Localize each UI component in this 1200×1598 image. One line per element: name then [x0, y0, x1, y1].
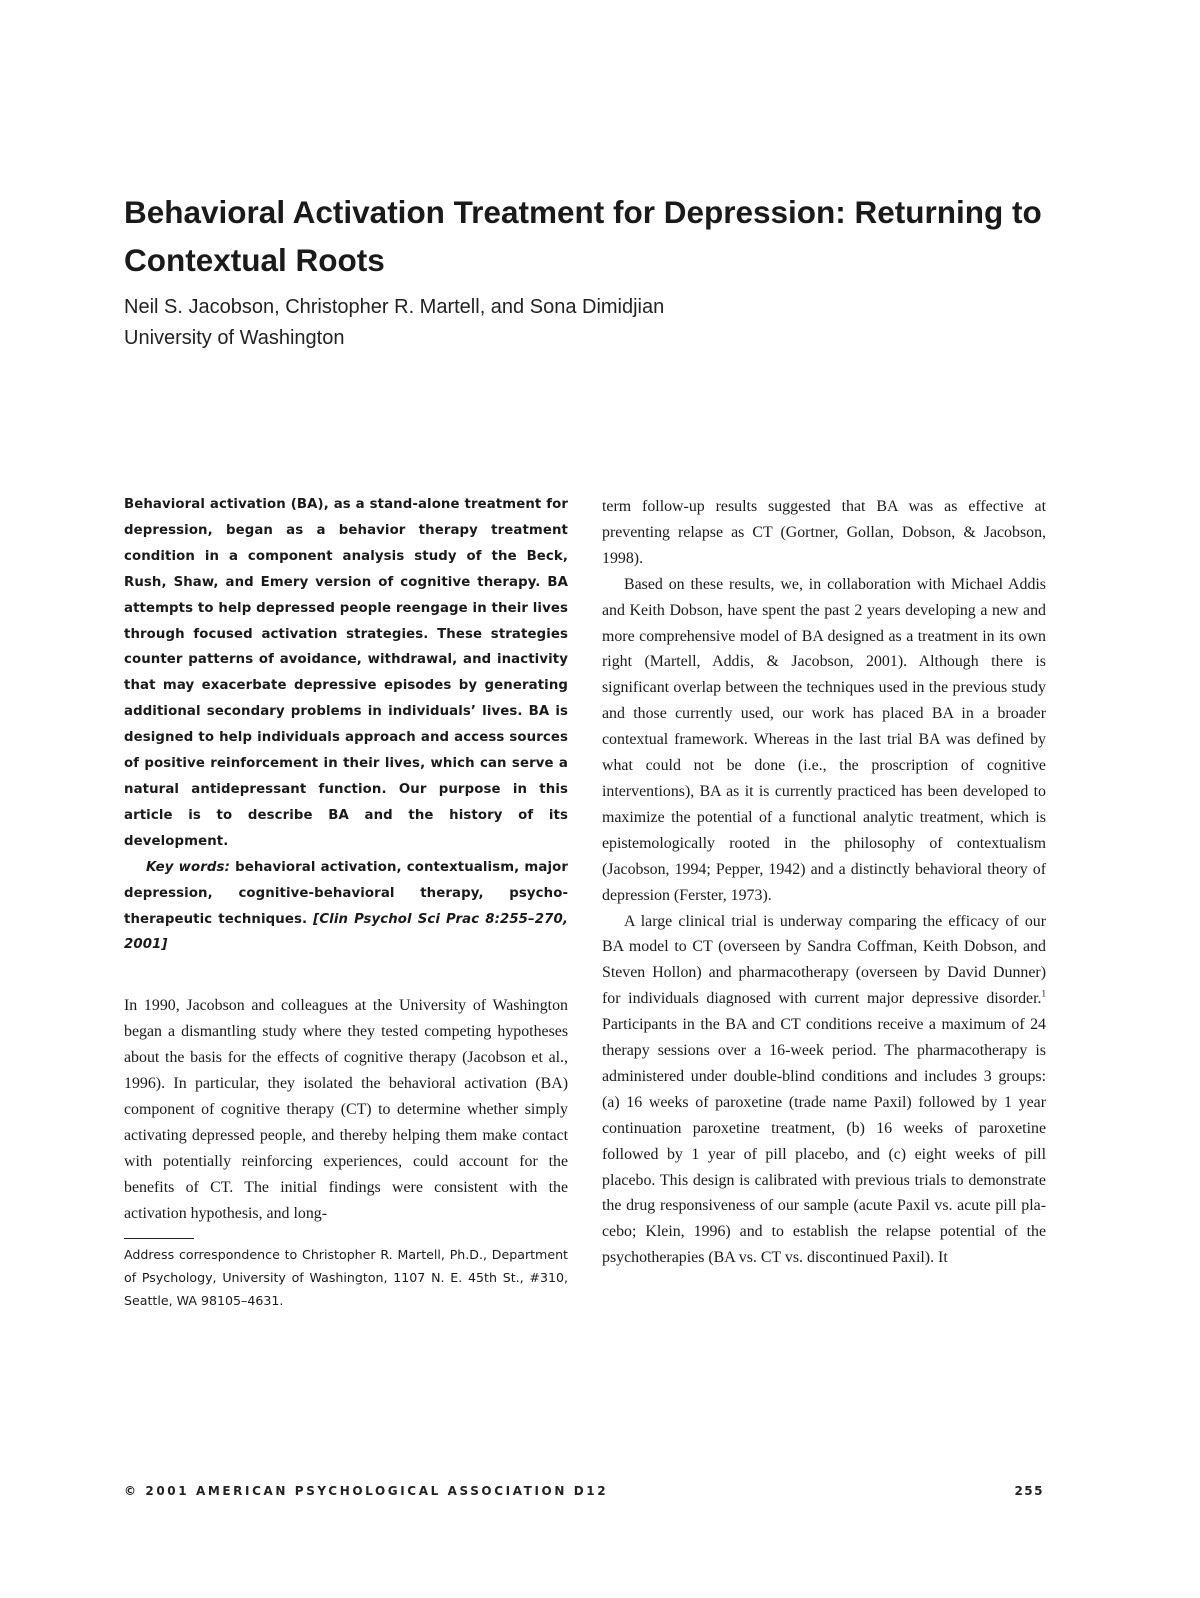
body-paragraph: term follow-up results suggested that BA was as effective at preventing relapse as CT (Gortner, Gollan, Dobson, & Jacobson, 1998). — [602, 498, 1046, 567]
affiliation: University of Washington — [124, 327, 345, 349]
keywords-label: Key words: — [146, 859, 230, 875]
left-column — [124, 492, 568, 1312]
body-paragraph: In 1990, Jacobson and colleagues at the University of Washington began a dismantling study where they tested competing hypotheses about the basis for the effects of cognitive therapy (Jacobson et al., 1996). In particular, they isolated the behavioral activation (BA) component of cognitive therapy (CT) to determine whether simply activating depressed people, and thereby helping them make contact with potentially reinforcing experiences, could account for the benefits of CT. The initial findings were consistent with the activation hypothesis, and long- — [124, 997, 568, 1222]
copyright-footer: © 2001 AMERICAN PSYCHOLOGICAL ASSOCIATION D12 — [124, 1484, 609, 1498]
journal-citation: [Clin Psychol Sci Prac 8:255–270, 2001] — [124, 911, 568, 953]
paragraph-text: A large clinical trial is underway comparing the efficacy of our BA model to CT (overseen by Sandra Coffman, Keith Dobson, and Steven Hollon) and pharmacotherapy (overseen by David Dunner) for individuals diagnosed with current major depressive disorder. — [602, 912, 1046, 1008]
correspondence-footnote: Address correspondence to Christopher R. Martell, Ph.D., Department of Psychology, University of Washington, 1107 N. E. 45th St., #310, Seattle, WA 98105–4631. — [124, 1247, 568, 1309]
paragraph-text: Participants in the BA and CT conditions receive a maximum of 24 therapy sessions over a 16-week period. The pharmacotherapy is administered under double-blind conditions and includes 3 groups: (a) 16 weeks of paroxetine (trade name Paxil) followed by 1 year continuation paroxetine treatment, (b) 16 weeks of paroxetine followed by 1 year of pill placebo, and (c) eight weeks of pill placebo. This design is calibrated with previous trials to demonstrate the drug responsiveness of our sample (acute Paxil vs. acute pill placebo; Klein, 1996) and to establish the relapse potential of the psychotherapies (BA vs. CT vs. discontinued Paxil). It — [602, 1016, 1046, 1267]
body-paragraph: Based on these results, we, in collaboration with Michael Addis and Keith Dobson, have spent the past 2 years developing a new and more comprehensive model of BA designed as a treatment in its own right (Martell, Addis, & Jacobson, 2001). Although there is significant overlap between the techniques used in the previous study and those currently used, our work has placed BA in a broader contextual framework. Whereas in the last trial BA was defined by what could not be done (i.e., the proscription of cognitive interventions), BA as it is currently practiced has been developed to maximize the potential of a functional analytic treatment, which is epistemologically rooted in the philosophy of contextualism (Jacobson, 1994; Pepper, 1942) and a distinctly behavioral theory of depression (Ferster, 1973). — [602, 575, 1046, 904]
page-number: 255 — [1014, 1484, 1044, 1498]
right-column — [602, 494, 1046, 1271]
article-title: Behavioral Activation Treatment for Depression: Returning to Contextual Roots — [124, 194, 1042, 278]
footnote-divider — [124, 1238, 194, 1239]
keywords-paragraph — [124, 855, 568, 959]
intro-body — [124, 993, 568, 1226]
body-paragraph — [602, 909, 1046, 1272]
keywords-list: behavioral activation, contextualism, major depression, cognitive-behavioral therapy, psychotherapeutic techniques. — [124, 859, 568, 927]
author-list: Neil S. Jacobson, Christopher R. Martell, and Sona Dimidjian — [124, 296, 665, 318]
abstract — [124, 492, 568, 958]
footnote-marker: 1 — [1041, 988, 1046, 999]
abstract-text: Behavioral activation (BA), as a stand-alone treatment for depression, began as a behavior therapy treatment condition in a component analysis study of the Beck, Rush, Shaw, and Emery version of cognitive therapy. BA attempts to help depressed people reengage in their lives through focused activation strategies. These strategies counter patterns of avoidance, withdrawal, and inactivity that may exacerbate depressive episodes by generating additional secondary problems in individuals’ lives. BA is designed to help individuals approach and access sources of positive reinforcement in their lives, which can serve a natural antidepressant function. Our purpose in this article is to describe BA and the history of its development. — [124, 497, 568, 849]
